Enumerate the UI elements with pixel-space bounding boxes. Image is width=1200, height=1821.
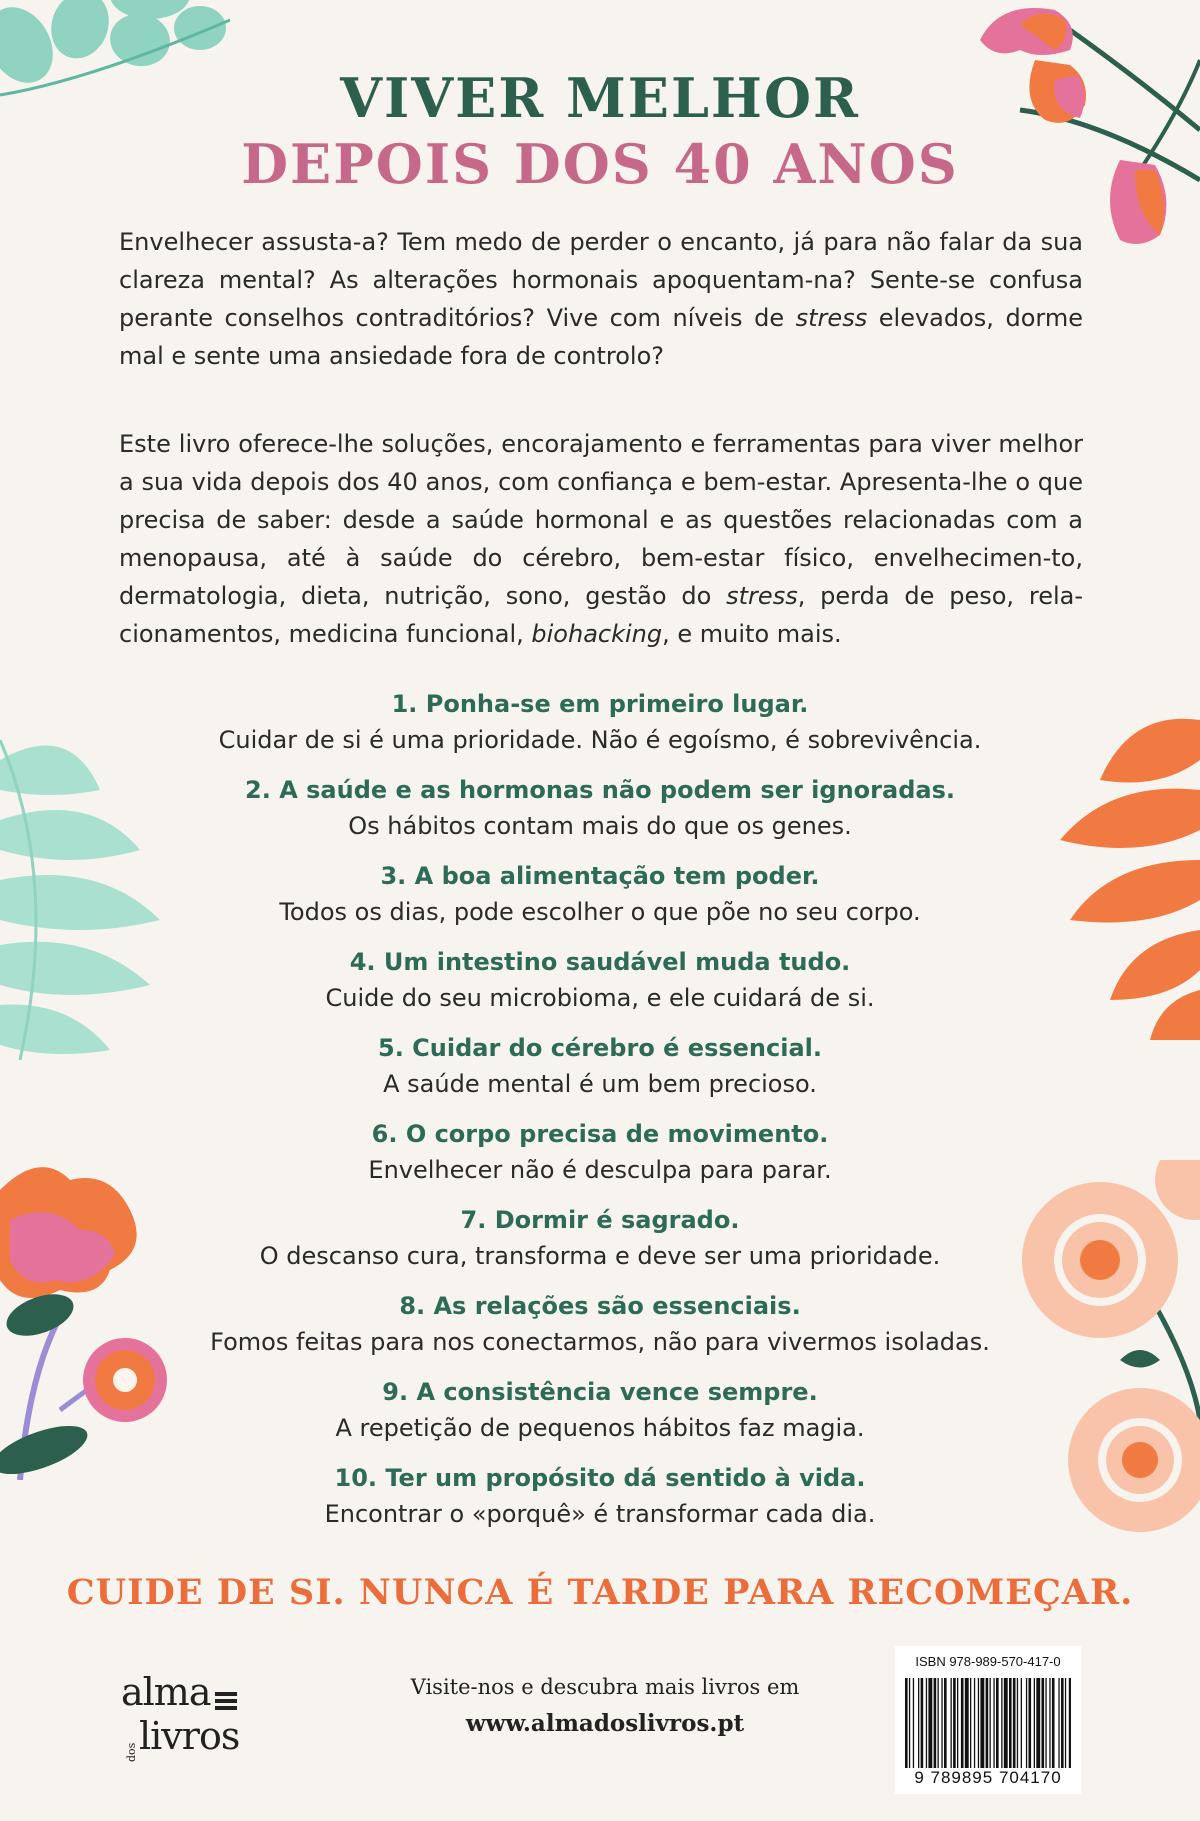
barcode-bar xyxy=(978,1678,979,1768)
barcode-bar xyxy=(1034,1678,1035,1768)
barcode-bar xyxy=(957,1678,958,1768)
barcode-bar xyxy=(934,1678,937,1768)
barcode-bar xyxy=(974,1678,975,1768)
logo-word-livros: livros xyxy=(139,1714,240,1758)
principle-item xyxy=(0,772,1200,858)
barcode-bar xyxy=(1026,1678,1027,1768)
principle-body: A repetição de pequenos hábitos faz magia. xyxy=(335,1414,865,1442)
principle-body: Fomos feitas para nos conectarmos, não para vivermos isoladas. xyxy=(210,1328,990,1356)
principle-body: Todos os dias, pode escolher o que põe no seu corpo. xyxy=(279,898,921,926)
publisher-website-link[interactable]: www.almadoslivros.pt xyxy=(465,1710,745,1737)
principle-heading: 1. Ponha-se em primeiro lugar. xyxy=(391,690,809,718)
principle-heading: 5. Cuidar do cérebro é essencial. xyxy=(378,1034,822,1062)
title-line-2: DEPOIS DOS 40 ANOS xyxy=(241,132,959,196)
barcode-bar xyxy=(1021,1678,1022,1768)
logo-word-alma: alma xyxy=(121,1670,211,1714)
barcode-bar xyxy=(961,1678,964,1768)
barcode-bar xyxy=(996,1678,999,1768)
barcode-bar xyxy=(938,1678,939,1768)
isbn-label: ISBN 978-989-570-417-0 xyxy=(915,1654,1061,1669)
barcode-bar xyxy=(1036,1678,1040,1768)
principle-body: Cuidar de si é uma prioridade. Não é egoísmo, é sobrevivência. xyxy=(218,726,982,754)
barcode-bar xyxy=(965,1678,969,1768)
barcode-bar xyxy=(905,1678,908,1768)
barcode-bar xyxy=(941,1678,942,1768)
barcode-bar xyxy=(1049,1678,1050,1768)
barcode-bar xyxy=(953,1678,956,1768)
barcode-bar xyxy=(1042,1678,1045,1768)
logo-bar xyxy=(215,1692,237,1696)
logo-word-dos: dos xyxy=(125,1742,138,1762)
barcode-bar xyxy=(1058,1678,1059,1768)
principle-heading: 3. A boa alimentação tem poder. xyxy=(380,862,820,890)
barcode-bar xyxy=(993,1678,994,1768)
principle-item xyxy=(0,1202,1200,1288)
principle-heading: 2. A saúde e as hormonas não podem ser ignoradas. xyxy=(245,776,955,804)
principle-body: O descanso cura, transforma e deve ser uma prioridade. xyxy=(259,1242,941,1270)
principle-body: A saúde mental é um bem precioso. xyxy=(383,1070,817,1098)
barcode-bar xyxy=(1013,1678,1016,1768)
intro-paragraph-2: Este livro oferece-lhe soluções, encorajamento e ferramentas para viver melhor a sua vida depois dos 40 anos, com confiança e bem-estar. Apresenta-lhe o que precisa de saber: desde a saúde hormonal e as questões relacionadas com a menopausa, até à saúde do cérebro, bem-estar físico, envelhecimen-to, dermatologia, dieta, nutrição, sono, gestão do stress, perda de peso, rela-cionamentos, medicina funcional, biohacking, e muito mais. xyxy=(119,430,1083,648)
barcode-bar xyxy=(921,1678,924,1768)
principle-heading: 8. As relações são essenciais. xyxy=(399,1292,801,1320)
principle-item xyxy=(0,1288,1200,1374)
principle-item xyxy=(0,1460,1200,1546)
barcode-bar xyxy=(1017,1678,1018,1768)
principle-body: Encontrar o «porquê» é transformar cada dia. xyxy=(324,1500,876,1528)
barcode-bar xyxy=(1045,1678,1046,1768)
barcode-bar xyxy=(980,1678,984,1768)
principle-body: Envelhecer não é desculpa para parar. xyxy=(368,1156,832,1184)
publisher-visit-info xyxy=(400,1670,810,1744)
principle-item xyxy=(0,858,1200,944)
barcode-bar xyxy=(1052,1678,1055,1768)
barcode-bar xyxy=(1069,1678,1071,1768)
intro-paragraph-1: Envelhecer assusta-a? Tem medo de perder o encanto, já para não falar da sua clareza mental? As alterações hormonais apoquentam-na? Sente-se confusa perante conselhos contraditórios? Vive com níveis de stress elevados, dorme mal e sente uma ansiedade fora de controlo? xyxy=(119,228,1083,370)
principle-heading: 7. Dormir é sagrado. xyxy=(460,1206,740,1234)
logo-bar xyxy=(215,1699,237,1703)
principle-heading: 9. A consistência vence sempre. xyxy=(382,1378,818,1406)
barcode-bar xyxy=(944,1678,947,1768)
barcode-bar xyxy=(986,1678,989,1768)
title-line-1: VIVER MELHOR xyxy=(340,66,860,130)
barcode-bar xyxy=(1065,1678,1066,1768)
barcode-graphic xyxy=(905,1678,1071,1768)
principle-item xyxy=(0,1374,1200,1460)
principle-heading: 4. Um intestino saudável muda tudo. xyxy=(349,948,851,976)
barcode-bar xyxy=(1029,1678,1032,1768)
slogan: CUIDE DE SI. NUNCA É TARDE PARA RECOMEÇAR. xyxy=(66,1572,1134,1613)
principle-body: Cuide do seu microbioma, e ele cuidará de si. xyxy=(325,984,875,1012)
principle-item xyxy=(0,1030,1200,1116)
barcode-bar xyxy=(970,1678,971,1768)
barcode-bar xyxy=(926,1678,927,1768)
barcode-bar xyxy=(990,1678,991,1768)
visit-text: Visite-nos e descubra mais livros em xyxy=(410,1675,800,1699)
isbn-digits: 9 789895 704170 xyxy=(914,1768,1062,1787)
logo-bar xyxy=(215,1706,237,1710)
barcode-bar xyxy=(918,1678,919,1768)
principle-item xyxy=(0,944,1200,1030)
publisher-logo xyxy=(119,1670,249,1780)
principle-item xyxy=(0,686,1200,772)
barcode-bar xyxy=(909,1678,910,1768)
barcode-bar xyxy=(1061,1678,1064,1768)
principle-item xyxy=(0,1116,1200,1202)
isbn-barcode-box xyxy=(895,1646,1081,1794)
principles-list xyxy=(0,686,1200,1546)
barcode-bar xyxy=(913,1678,914,1768)
principle-body: Os hábitos contam mais do que os genes. xyxy=(348,812,852,840)
barcode-bar xyxy=(1004,1678,1008,1768)
barcode-bar xyxy=(928,1678,932,1768)
barcode-bar xyxy=(951,1678,952,1768)
barcode-bar xyxy=(1009,1678,1012,1768)
principle-heading: 6. O corpo precisa de movimento. xyxy=(371,1120,829,1148)
barcode-bar xyxy=(1001,1678,1002,1768)
principle-heading: 10. Ter um propósito dá sentido à vida. xyxy=(334,1464,866,1492)
